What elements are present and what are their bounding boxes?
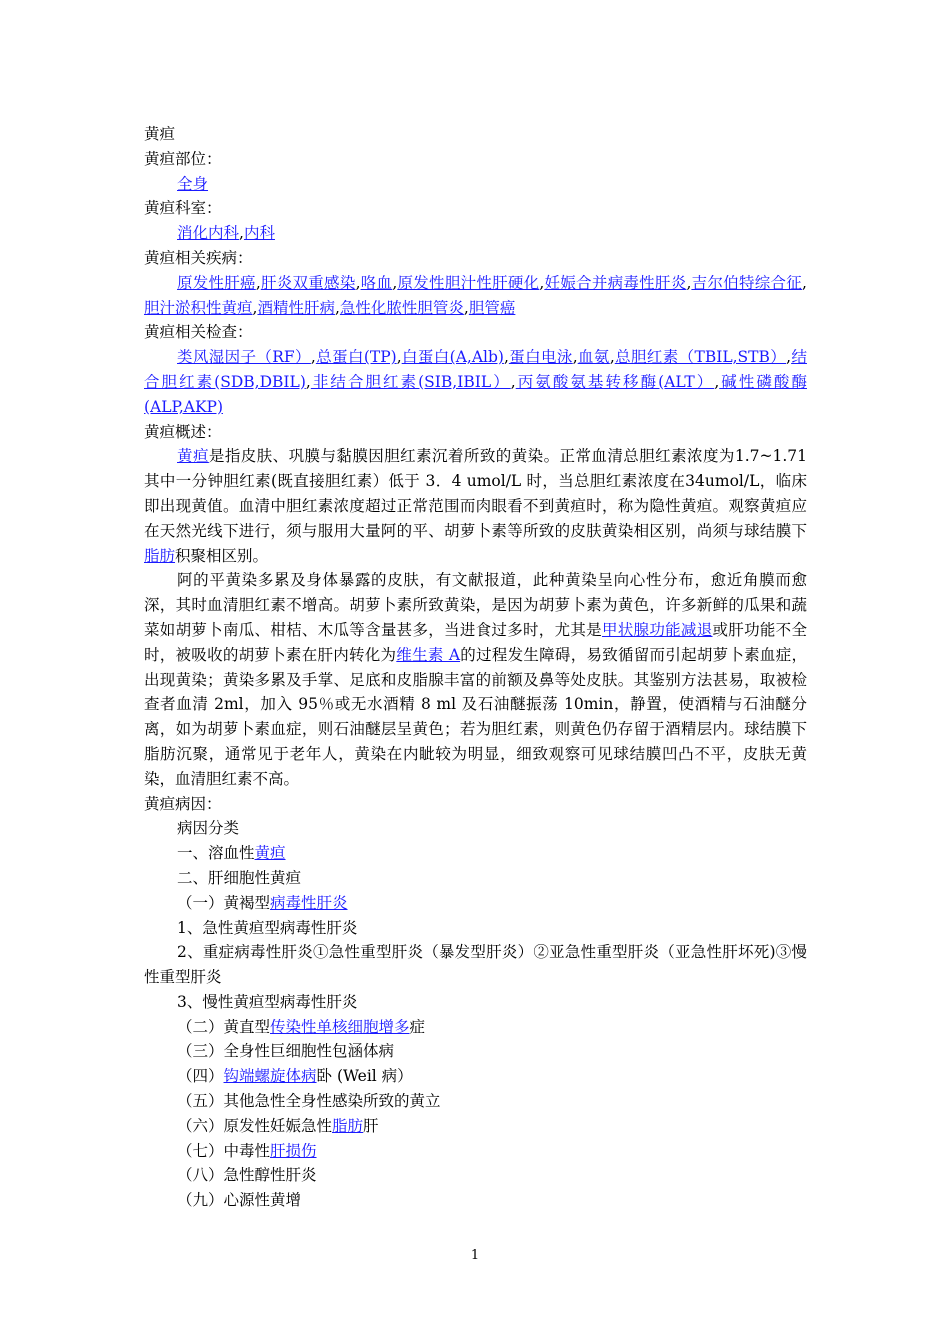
cause-item: （二）黄直型传染性单核细胞增多症	[177, 1017, 426, 1036]
diseases-label: 黄疸相关疾病：	[144, 248, 253, 267]
overview-label: 黄疸概述：	[144, 422, 222, 441]
cause-item: （一）黄褐型病毒性肝炎	[177, 893, 348, 912]
cause-item: （四）钩端螺旋体病卧 (Weil 病）	[177, 1067, 413, 1086]
disease-link[interactable]: 急性化脓性胆管炎	[339, 298, 464, 317]
cause-link[interactable]: 钩端螺旋体病	[223, 1067, 317, 1086]
cause-item: 3、慢性黄疸型病毒性肝炎	[177, 992, 358, 1011]
cause-link[interactable]: 黄疸	[254, 844, 286, 863]
disease-link[interactable]: 妊娠合并病毒性肝炎	[544, 273, 687, 292]
cause-item: （八）急性醇性肝炎	[177, 1166, 317, 1185]
doc-title: 黄疸	[144, 125, 176, 143]
exam-link[interactable]: 总胆红素（TBIL,STB）	[614, 348, 787, 367]
cause-link[interactable]: 肝损伤	[270, 1141, 317, 1160]
cause-item: 二、肝细胞性黄疸	[177, 868, 302, 887]
page-number: 1	[470, 1248, 480, 1263]
cause-item: （六）原发性妊娠急性脂肪肝	[177, 1116, 379, 1135]
jaundice-link[interactable]: 黄疸	[177, 447, 209, 466]
exam-link[interactable]: 血氨	[577, 348, 610, 367]
exams-label: 黄疸相关检查：	[144, 323, 253, 342]
overview-paragraph-2: 阿的平黄染多累及身体暴露的皮肤，有文献报道，此种黄染呈向心性分布，愈近角膜而愈深，其时血清胆红素不增高。胡萝卜素所致黄染，是因为胡萝卜素为黄色，许多新鲜的瓜果和蔬菜如胡萝卜南瓜、柑桔、木瓜等含量甚多，当进食过多时，尤其是甲状腺功能减退或肝功能不全时，被吸收的胡萝卜素在肝内转化为维生素 A的过程发生障碍，易致循留而引起胡萝卜素血症，出现黄染；黄染多累及手掌、足底和皮脂腺丰富的前额及鼻等处皮肤。其鉴别方法甚易，取被检查者血清 2ml，加入 95％或无水酒精 8 ml 及石油醚振荡 10min，静置，使酒精与石油醚分离，如为胡萝卜素血症，则石油醚层呈黄色；若为胆红素，则黄色仍存留于酒精层内。球结膜下脂肪沉聚，通常见于老年人，黄染在内眦较为明显，细致观察可见球结膜凹凸不平，皮肤无黄染，血清胆红素不高。	[144, 571, 807, 788]
exam-link[interactable]: 白蛋白(A,Alb)	[401, 348, 504, 367]
disease-link[interactable]: 酒精性肝病	[257, 298, 335, 317]
exam-link[interactable]: 非结合胆红素(SIB,IBIL）	[310, 372, 511, 391]
hypothyroidism-link[interactable]: 甲状腺功能减退	[601, 620, 713, 639]
disease-link[interactable]: 咯血	[360, 273, 393, 292]
disease-link[interactable]: 原发性肝癌	[177, 273, 256, 292]
cause-label: 黄疸病因：	[144, 794, 222, 813]
location-label: 黄疸部位：	[144, 149, 222, 168]
fat-link[interactable]: 脂肪	[144, 546, 176, 565]
exam-link[interactable]: 总蛋白(TP)	[315, 348, 397, 367]
dept-link-internal[interactable]: 内科	[243, 224, 275, 243]
overview-paragraph-1: 黄疸是指皮肤、巩膜与黏膜因胆红素沉着所致的黄染。正常血清总胆红素浓度为1.7~1.71 其中一分钟胆红素(既直接胆红素）低于 3．4 umol/L 时，当总胆红素浓度在34umol/L，临床即出现黄值。血清中胆红素浓度超过正常范围而肉眼看不到黄疸时，称为隐性黄疸。观察黄疸应在天然光线下进行，须与服用大量阿的平、胡萝卜素等所致的皮肤黄染相区别，尚须与球结膜下脂肪积聚相区别。	[144, 447, 807, 565]
cause-item: （九）心源性黄增	[177, 1191, 302, 1210]
location-link[interactable]: 全身	[177, 174, 209, 193]
cause-item: 一、溶血性黄疸	[177, 844, 286, 863]
exam-link[interactable]: 结合胆红素(SDB,DBIL)	[144, 348, 807, 391]
cause-link[interactable]: 传染性单核细胞增多	[270, 1017, 410, 1036]
exam-link[interactable]: 丙氨酸氨基转移酶(ALT）	[515, 372, 715, 391]
disease-link[interactable]: 肝炎双重感染	[260, 273, 356, 292]
dept-label: 黄疸科室：	[144, 199, 222, 218]
exams-list: 类风湿因子（RF）,总蛋白(TP),白蛋白(A,Alb),蛋白电泳,血氨,总胆红素（TBIL,STB）,结合胆红素(SDB,DBIL),非结合胆红素(SIB,IBIL）,丙氨酸氨基转移酶(ALT）,碱性磷酸酶(ALP,AKP)	[144, 348, 807, 416]
exam-link[interactable]: 蛋白电泳	[508, 348, 573, 367]
disease-link[interactable]: 原发性胆汁性肝硬化	[397, 273, 540, 292]
disease-link[interactable]: 胆汁淤积性黄疸	[144, 298, 253, 317]
cause-item: 病因分类	[177, 819, 240, 838]
diseases-list: 原发性肝癌,肝炎双重感染,咯血,原发性胆汁性肝硬化,妊娠合并病毒性肝炎,吉尔伯特综合征,胆汁淤积性黄疸,酒精性肝病,急性化脓性胆管炎,胆管癌	[144, 273, 807, 317]
vitamin-a-link[interactable]: 维生素 A	[396, 645, 461, 664]
disease-link[interactable]: 胆管癌	[468, 298, 516, 317]
dept-link-digestive[interactable]: 消化内科	[177, 224, 240, 243]
cause-item: 1、急性黄疸型病毒性肝炎	[177, 918, 358, 937]
exam-link[interactable]: 类风湿因子（RF）	[177, 348, 311, 367]
cause-item: （七）中毒性肝损伤	[177, 1141, 317, 1160]
cause-item: 2、重症病毒性肝炎①急性重型肝炎（暴发型肝炎）②亚急性重型肝炎（亚急性肝坏死)③慢性重型肝炎	[144, 943, 807, 987]
cause-link[interactable]: 病毒性肝炎	[270, 893, 348, 912]
document-body: 黄疸 黄疸部位： 全身 黄疸科室： 消化内科,内科 黄疸相关疾病： 原发性肝癌,肝炎双重感染,咯血,原发性胆汁性肝硬化,妊娠合并病毒性肝炎,吉尔伯特综合征,胆汁淤积性黄疸,酒精性肝病,急性化脓性胆管炎,胆管癌 黄疸相关检查： 类风湿因子（RF）,总蛋白(TP),白蛋白(A,Alb),蛋白电泳,血氨,总胆红素（TBIL,STB）,结合胆红素(SDB,DBIL),非结合胆红素(SIB,IBIL）,丙氨酸氨基转移酶(ALT）,碱性磷酸酶(ALP,AKP) 黄疸概述： 黄疸是指皮肤、巩膜与黏膜因胆红素沉着所致的黄染。正常血清总胆红素浓度为1.7~1.71 其中一分钟胆红素(既直接胆红素）低于 3．4 umol/L 时，当总胆红素浓度在34umol/L，临床即出现黄值。血清中胆红素浓度超过正常范围而肉眼看不到黄疸时，称为隐性黄疸。观察黄疸应在天然光线下进行，须与服用大量阿的平、胡萝卜素等所致的皮肤黄染相区别，尚须与球结膜下脂肪积聚相区别。 阿的平黄染多累及身体暴露的皮肤，有文献报道，此种黄染呈向心性分布，愈近角膜而愈深，其时血清胆红素不增高。胡萝卜素所致黄染，是因为胡萝卜素为黄色，许多新鲜的瓜果和蔬菜如胡萝卜南瓜、柑桔、木瓜等含量甚多，当进食过多时，尤其是甲状腺功能减退或肝功能不全时，被吸收的胡萝卜素在肝内转化为维生素 A的过程发生障碍，易致循留而引起胡萝卜素血症，出现黄染；黄染多累及手掌、足底和皮脂腺丰富的前额及鼻等处皮肤。其鉴别方法甚易，取被检查者血清 2ml，加入 95％或无水酒精 8 ml 及石油醚振荡 10min，静置，使酒精与石油醚分离，如为胡萝卜素血症，则石油醚层呈黄色；若为胆红素，则黄色仍存留于酒精层内。球结膜下脂肪沉聚，通常见于老年人，黄染在内眦较为明显，细致观察可见球结膜凹凸不平，皮肤无黄染，血清胆红素不高。 黄疸病因： 病因分类 一、溶血性黄疸 二、肝细胞性黄疸 （一）黄褐型病毒性肝炎 1、急性黄疸型病毒性肝炎 2、重症病毒性肝炎①急性重型肝炎（暴发型肝炎）②亚急性重型肝炎（亚急性肝坏死)③慢性重型肝炎 3、慢性黄疸型病毒性肝炎 （二）黄直型传染性单核细胞增多症 （三）全身性巨细胞性包涵体病 （四）钩端螺旋体病卧 (Weil 病） （五）其他急性全身性感染所致的黄立 （六）原发性妊娠急性脂肪肝 （七）中毒性肝损伤 （八）急性醇性肝炎 （九）心源性黄增	[144, 122, 807, 1213]
exam-link[interactable]: 碱性磷酸酶(ALP,AKP)	[144, 372, 807, 416]
disease-link[interactable]: 吉尔伯特综合征	[691, 273, 802, 292]
cause-item: （三）全身性巨细胞性包涵体病	[177, 1042, 395, 1061]
cause-link[interactable]: 脂肪	[332, 1116, 364, 1135]
cause-item: （五）其他急性全身性感染所致的黄立	[177, 1092, 441, 1111]
